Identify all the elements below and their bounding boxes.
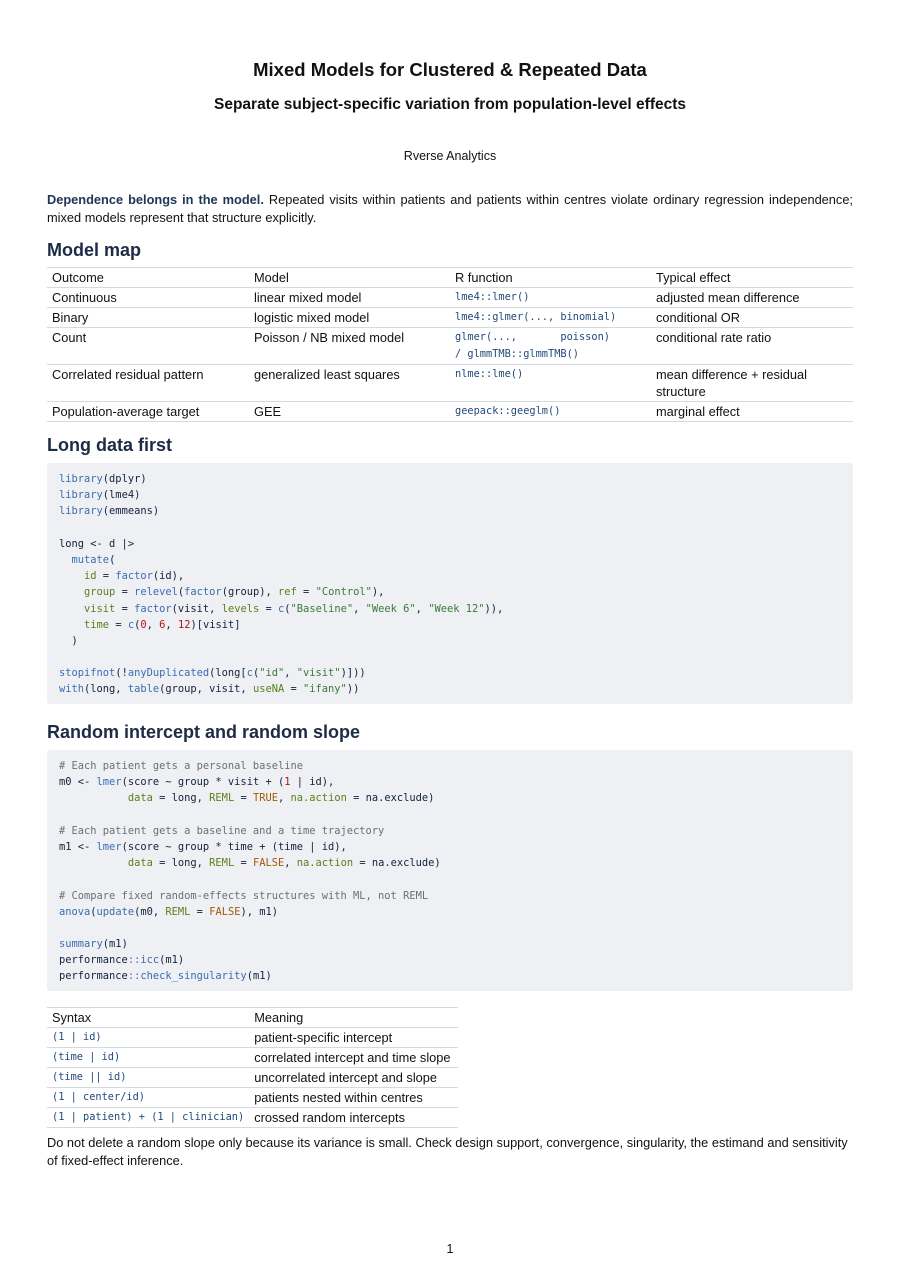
table-cell: Poisson / NB mixed model <box>249 328 450 365</box>
table-cell: conditional OR <box>651 308 853 328</box>
code-line <box>59 649 841 665</box>
code-line: stopifnot(!anyDuplicated(long[c("id", "visit")])) <box>59 667 366 680</box>
table-row <box>47 1108 458 1128</box>
table-row <box>47 288 853 308</box>
code-line: data = long, REML = FALSE, na.action = na.exclude) <box>127 857 441 870</box>
table-cell-code: nlme::lme() <box>450 365 651 402</box>
table-cell-code: (time || id) <box>47 1068 249 1088</box>
table-cell: Count <box>47 328 249 365</box>
table-cell: Binary <box>47 308 249 328</box>
table-row <box>47 1048 458 1068</box>
intro-text: Repeated visits within patients and patients within centres violate ordinary regression independence; mixed models represent that structure explicitly. <box>47 192 853 225</box>
table-cell-code: lme4::glmer(..., binomial) <box>450 308 651 328</box>
table-cell-code: (1 | center/id) <box>47 1088 249 1108</box>
intro-lead: Dependence belongs in the model. <box>47 192 264 207</box>
table-row <box>47 402 853 422</box>
code-line: with(long, table(group, visit, useNA = "ifany")) <box>59 683 360 696</box>
table-row <box>47 308 853 328</box>
table-cell: generalized least squares <box>249 365 450 402</box>
table-cell: linear mixed model <box>249 288 450 308</box>
code-line: performance::icc(m1) <box>59 954 185 967</box>
column-header: Model <box>249 268 450 288</box>
table-cell-code: lme4::lmer() <box>450 288 651 308</box>
code-line: summary(m1) <box>59 938 128 951</box>
syntax-table <box>47 1007 458 1128</box>
code-line: m0 <- lmer(score ~ group * visit + (1 | id), <box>59 776 335 789</box>
table-cell: Correlated residual pattern <box>47 365 249 402</box>
table-cell: patients nested within centres <box>249 1088 458 1108</box>
table-cell: marginal effect <box>651 402 853 422</box>
code-line: visit = factor(visit, levels = c("Baseline", "Week 6", "Week 12")), <box>84 602 504 615</box>
code-line <box>59 871 841 887</box>
table-cell-code: (1 | patient) + (1 | clinician) <box>47 1108 249 1128</box>
table-cell: uncorrelated intercept and slope <box>249 1068 458 1088</box>
table-cell: logistic mixed model <box>249 308 450 328</box>
code-line: # Each patient gets a baseline and a time trajectory <box>59 824 385 837</box>
code-line: long <- d |> <box>59 537 135 550</box>
document-title: Mixed Models for Clustered & Repeated Data <box>253 59 647 80</box>
table-cell: conditional rate ratio <box>651 328 853 365</box>
table-row <box>47 328 853 365</box>
table-header-row <box>47 268 853 288</box>
code-line: library(dplyr) <box>59 473 147 485</box>
table-cell-code: geepack::geeglm() <box>450 402 651 422</box>
table-cell-code: glmer(..., poisson) / glmmTMB::glmmTMB() <box>450 328 651 365</box>
table-cell-code: (time | id) <box>47 1048 249 1068</box>
code-line: anova(update(m0, REML = FALSE), m1) <box>59 905 279 918</box>
code-block-long-data <box>47 463 853 704</box>
document-subtitle: Separate subject-specific variation from population-level effects <box>213 96 687 113</box>
page-number: 1 <box>446 1242 454 1256</box>
code-line: library(lme4) <box>59 489 141 502</box>
code-line: ) <box>59 634 78 647</box>
intro-paragraph <box>47 191 853 227</box>
table-cell: patient-specific intercept <box>249 1028 458 1048</box>
column-header: Meaning <box>249 1008 458 1028</box>
table-cell: Population-average target <box>47 402 249 422</box>
code-line: m1 <- lmer(score ~ group * time + (time | id), <box>59 840 347 853</box>
column-header: R function <box>450 268 651 288</box>
column-header: Outcome <box>47 268 249 288</box>
section-heading-random-effects: Random intercept and random slope <box>47 722 361 742</box>
code-line: group = relevel(factor(group), ref = "Control"), <box>84 586 385 599</box>
table-cell: correlated intercept and time slope <box>249 1048 458 1068</box>
code-line: time = c(0, 6, 12)[visit] <box>84 618 241 631</box>
code-line: library(emmeans) <box>59 505 160 518</box>
table-header-row <box>47 1008 458 1028</box>
code-line <box>59 807 841 823</box>
code-line: id = factor(id), <box>84 570 185 583</box>
code-line: mutate( <box>71 553 116 566</box>
table-cell: GEE <box>249 402 450 422</box>
table-cell: Continuous <box>47 288 249 308</box>
section-heading-long-data: Long data first <box>47 435 172 455</box>
table-row <box>47 365 853 402</box>
table-cell: crossed random intercepts <box>249 1108 458 1128</box>
table-cell: mean difference + residual structure <box>651 365 853 402</box>
code-line: performance::check_singularity(m1) <box>59 970 272 983</box>
table-cell-code: (1 | id) <box>47 1028 249 1048</box>
table-row <box>47 1088 458 1108</box>
table-cell: adjusted mean difference <box>651 288 853 308</box>
code-line <box>59 520 841 536</box>
table-row <box>47 1028 458 1048</box>
closing-paragraph: Do not delete a random slope only because its variance is small. Check design support, convergence, singularity, the estimand and sensitivity of fixed-effect inference. <box>47 1135 848 1168</box>
column-header: Syntax <box>47 1008 249 1028</box>
section-heading-model-map: Model map <box>47 240 142 260</box>
model-map-table <box>47 267 853 422</box>
code-line: data = long, REML = TRUE, na.action = na.exclude) <box>127 792 435 805</box>
code-line: # Each patient gets a personal baseline <box>59 760 303 772</box>
code-block-random-effects <box>47 750 853 991</box>
code-line <box>59 920 841 936</box>
document-author: Rverse Analytics <box>403 149 497 163</box>
code-line: # Compare fixed random-effects structures with ML, not REML <box>59 889 429 902</box>
table-row <box>47 1068 458 1088</box>
column-header: Typical effect <box>651 268 853 288</box>
